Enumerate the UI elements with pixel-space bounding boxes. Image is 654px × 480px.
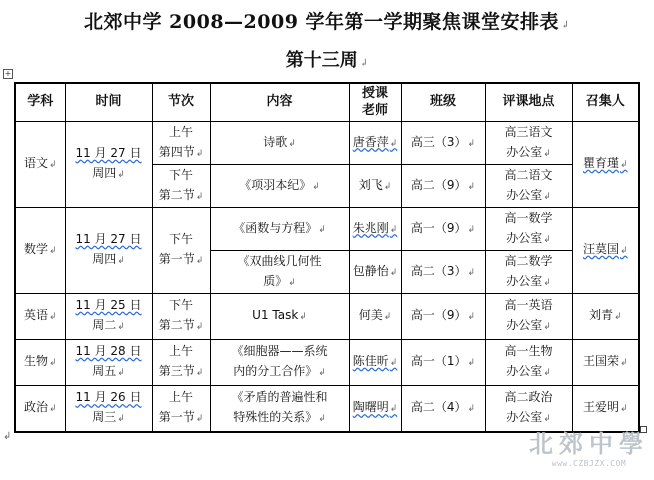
- location-cell: 高一生物 办公室 ↲: [485, 339, 572, 385]
- location-cell: 高二数学 办公室 ↲: [485, 250, 572, 293]
- schedule-table: [14, 82, 640, 433]
- time-cell: 11 月 27 日 周四 ↲: [65, 207, 152, 293]
- period-cell: 上午 第三节 ↲: [152, 339, 210, 385]
- header-class: 班级: [401, 83, 485, 121]
- location-cell: 高二政治 办公室 ↲: [485, 385, 572, 432]
- teacher-cell: 刘飞 ↲: [349, 164, 401, 207]
- period-cell: 上午 第一节 ↲: [152, 385, 210, 432]
- teacher-cell: 陶曙明 ↲: [349, 385, 401, 432]
- teacher-cell: 何美 ↲: [349, 293, 401, 339]
- period-cell: 下午 第二节 ↲: [152, 164, 210, 207]
- location-cell: 高二语文 办公室 ↲: [485, 164, 572, 207]
- time-cell: 11 月 28 日 周五 ↲: [65, 339, 152, 385]
- table-row: [15, 385, 639, 432]
- header-period: 节次: [152, 83, 210, 121]
- header-teacher: 授课 老师: [349, 83, 401, 121]
- table-row: [15, 293, 639, 339]
- class-cell: 高三（3） ↲: [401, 121, 485, 164]
- content-cell: 《项羽本纪》 ↲: [210, 164, 349, 207]
- week-subtitle: 第十三周 ↲: [285, 50, 369, 71]
- class-cell: 高一（9） ↲: [401, 293, 485, 339]
- location-cell: 高三语文 办公室 ↲: [485, 121, 572, 164]
- table-move-handle-icon[interactable]: +: [4, 69, 12, 78]
- time-cell: 11 月 26 日 周三 ↲: [65, 385, 152, 432]
- period-cell: 上午 第四节 ↲: [152, 121, 210, 164]
- content-cell: 诗歌 ↲: [210, 121, 349, 164]
- class-cell: 高一（1） ↲: [401, 339, 485, 385]
- location-cell: 高一数学 办公室 ↲: [485, 207, 572, 250]
- document-title: 北郊中学 2008—2009 学年第一学期聚焦课堂安排表 ↲: [84, 11, 570, 33]
- teacher-cell: 陈佳昕 ↲: [349, 339, 401, 385]
- content-cell: 《双曲线几何性 质》 ↲: [210, 250, 349, 293]
- subject-cell: 数学 ↲: [15, 207, 65, 293]
- header-content: 内容: [210, 83, 349, 121]
- table-row: [15, 207, 639, 250]
- subject-cell: 语文 ↲: [15, 121, 65, 207]
- teacher-cell: 朱兆刚 ↲: [349, 207, 401, 250]
- header-row: [15, 83, 639, 121]
- paragraph-mark-icon: ↲: [3, 431, 12, 442]
- class-cell: 高二（3） ↲: [401, 250, 485, 293]
- subject-cell: 英语 ↲: [15, 293, 65, 339]
- teacher-cell: 包静怡 ↲: [349, 250, 401, 293]
- table-row: [15, 121, 639, 164]
- time-cell: 11 月 25 日 周二 ↲: [65, 293, 152, 339]
- subject-cell: 生物 ↲: [15, 339, 65, 385]
- convener-cell: 王爱明 ↲: [572, 385, 639, 432]
- header-location: 评课地点: [485, 83, 572, 121]
- site-watermark: 北郊中學 www.CZBJZX.COM: [529, 429, 649, 468]
- table-row: [15, 339, 639, 385]
- class-cell: 高二（4） ↲: [401, 385, 485, 432]
- content-cell: 《函数与方程》 ↲: [210, 207, 349, 250]
- content-cell: U1 Task ↲: [210, 293, 349, 339]
- header-time: 时间: [65, 83, 152, 121]
- convener-cell: 王国荣 ↲: [572, 339, 639, 385]
- location-cell: 高一英语 办公室 ↲: [485, 293, 572, 339]
- header-subject: 学科: [15, 83, 65, 121]
- class-cell: 高一（9） ↲: [401, 207, 485, 250]
- convener-cell: 刘青 ↲: [572, 293, 639, 339]
- content-cell: 《矛盾的普遍性和 特殊性的关系》 ↲: [210, 385, 349, 432]
- period-cell: 下午 第一节 ↲: [152, 207, 210, 293]
- paragraph-mark-icon: ↲: [561, 20, 570, 31]
- convener-cell: 瞿育瑾 ↲: [572, 121, 639, 207]
- subject-cell: 政治 ↲: [15, 385, 65, 432]
- time-cell: 11 月 27 日 周四 ↲: [65, 121, 152, 207]
- teacher-cell: 唐香萍 ↲: [349, 121, 401, 164]
- period-cell: 下午 第二节 ↲: [152, 293, 210, 339]
- class-cell: 高二（9） ↲: [401, 164, 485, 207]
- convener-cell: 汪莫国 ↲: [572, 207, 639, 293]
- paragraph-mark-icon: ↲: [359, 58, 369, 69]
- header-convener: 召集人: [572, 83, 639, 121]
- content-cell: 《细胞器——系统 内的分工合作》 ↲: [210, 339, 349, 385]
